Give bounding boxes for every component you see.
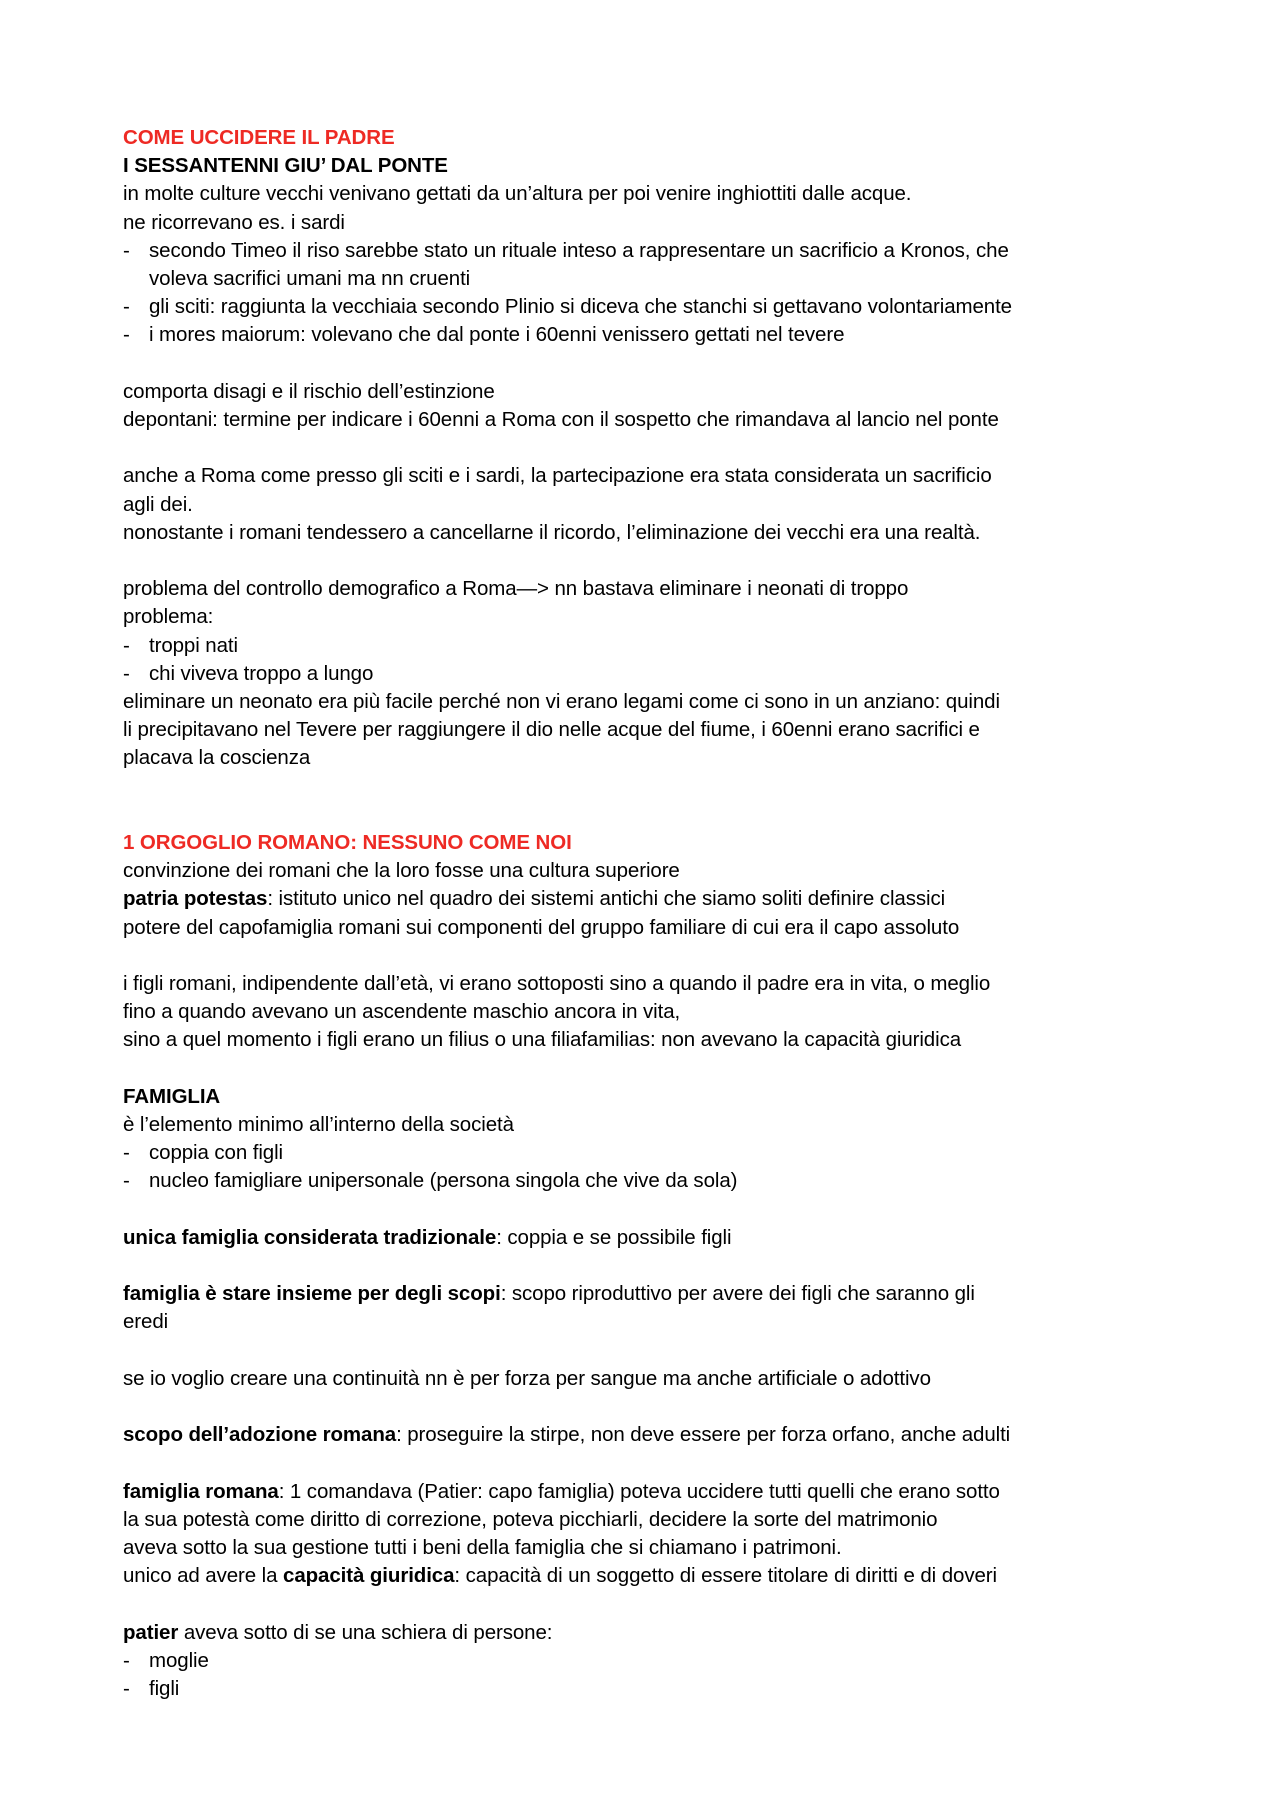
list-item — [123, 1167, 1180, 1195]
paragraph: la sua potestà come diritto di correzione, poteva picchiarli, decidere la sorte del matrimonio — [123, 1507, 938, 1531]
paragraph: eliminare un neonato era più facile perché non vi erano legami come ci sono in un anziano: quindi — [123, 690, 1000, 714]
section-title: COME UCCIDERE IL PADRE — [123, 126, 395, 149]
paragraph-text: : proseguire la stirpe, non deve essere per forza orfano, anche adulti — [396, 1423, 1011, 1447]
paragraph — [123, 1280, 1180, 1308]
paragraph: problema del controllo demografico a Roma—> nn bastava eliminare i neonati di troppo — [123, 577, 909, 601]
dash-bullet: - — [123, 633, 130, 657]
paragraph: potere del capofamiglia romani sui componenti del gruppo familiare di cui era il capo assoluto — [123, 915, 960, 939]
dash-bullet: - — [123, 1169, 130, 1193]
paragraph: problema: — [123, 605, 214, 629]
paragraph-text: : istituto unico nel quadro dei sistemi antichi che siamo soliti definire classici — [267, 887, 946, 911]
list-item-text: figli — [149, 1676, 180, 1700]
paragraph: in molte culture vecchi venivano gettati da un’altura per poi venire inghiottiti dalle acque. — [123, 182, 912, 206]
dash-bullet: - — [123, 238, 130, 262]
section-title: FAMIGLIA — [123, 1084, 221, 1108]
bold-term: famiglia romana — [123, 1479, 279, 1503]
list-item — [123, 632, 1180, 660]
bold-term: unica famiglia considerata tradizionale — [123, 1225, 497, 1249]
dash-bullet: - — [123, 323, 130, 347]
paragraph-text: : capacità di un soggetto di essere titolare di diritti e di doveri — [454, 1564, 997, 1588]
paragraph — [123, 1421, 1180, 1449]
paragraph: anche a Roma come presso gli sciti e i sardi, la partecipazione era stata considerata un sacrificio — [123, 464, 992, 488]
paragraph — [123, 1619, 1180, 1647]
paragraph: se io voglio creare una continuità nn è per forza per sangue ma anche artificiale o adottivo — [123, 1366, 931, 1390]
paragraph — [123, 1478, 1180, 1506]
list-item-text: troppi nati — [149, 633, 238, 657]
paragraph: agli dei. — [123, 492, 193, 516]
paragraph: è l’elemento minimo all’interno della società — [123, 1113, 514, 1136]
list-item-text: nucleo famigliare unipersonale (persona singola che vive da sola) — [149, 1169, 738, 1193]
section-title: 1 ORGOGLIO ROMANO: NESSUNO COME NOI — [123, 831, 572, 854]
dash-bullet: - — [123, 1676, 130, 1700]
paragraph: aveva sotto la sua gestione tutti i beni della famiglia che si chiamano i patrimoni. — [123, 1535, 842, 1559]
paragraph: i figli romani, indipendente dall’età, vi erano sottoposti sino a quando il padre era in vita, o meglio — [123, 972, 991, 995]
paragraph: sino a quel momento i figli erano un filius o una filiafamilias: non avevano la capacità giuridica — [123, 1028, 962, 1052]
paragraph — [123, 1224, 1180, 1252]
list-item — [123, 237, 1180, 265]
bold-term: capacità giuridica — [283, 1564, 455, 1588]
paragraph: nonostante i romani tendessero a cancellarne il ricordo, l’eliminazione dei vecchi era una realtà. — [123, 520, 981, 544]
list-item-continuation: voleva sacrifici umani ma nn cruenti — [149, 267, 471, 291]
paragraph: li precipitavano nel Tevere per raggiungere il dio nelle acque del fiume, i 60enni erano sacrifici e — [123, 718, 980, 742]
paragraph-text: unico ad avere la — [123, 1564, 284, 1588]
dash-bullet: - — [123, 661, 130, 685]
bold-term: scopo dell’adozione romana — [123, 1423, 397, 1447]
list-item — [123, 293, 1180, 321]
list-item-text: moglie — [149, 1648, 209, 1672]
paragraph: ne ricorrevano es. i sardi — [123, 210, 345, 234]
paragraph-text: : 1 comandava (Patier: capo famiglia) poteva uccidere tutti quelli che erano sotto — [278, 1479, 1000, 1503]
paragraph — [123, 885, 1180, 913]
list-item-text: i mores maiorum: volevano che dal ponte i 60enni venissero gettati nel tevere — [149, 323, 845, 347]
paragraph: depontani: termine per indicare i 60enni a Roma con il sospetto che rimandava al lancio nel ponte — [123, 408, 999, 432]
section-subtitle: I SESSANTENNI GIU’ DAL PONTE — [123, 154, 448, 178]
list-item — [123, 1647, 1180, 1675]
paragraph — [123, 1562, 1180, 1590]
paragraph: fino a quando avevano un ascendente maschio ancora in vita, — [123, 1000, 681, 1024]
paragraph: eredi — [123, 1310, 169, 1334]
list-item-text: chi viveva troppo a lungo — [149, 661, 374, 685]
list-item-text: coppia con figli — [149, 1141, 284, 1165]
dash-bullet: - — [123, 295, 130, 319]
bold-term: patier — [123, 1620, 179, 1644]
list-item — [123, 321, 1180, 349]
list-item — [123, 660, 1180, 688]
paragraph-text: : coppia e se possibile figli — [496, 1225, 732, 1249]
list-item — [123, 1675, 1180, 1703]
bold-term: patria potestas — [123, 887, 268, 911]
paragraph: placava la coscienza — [123, 746, 311, 770]
paragraph-text: aveva sotto di se una schiera di persone: — [178, 1620, 553, 1644]
list-item-text: secondo Timeo il riso sarebbe stato un rituale inteso a rappresentare un sacrificio a Kronos, che — [149, 238, 1009, 262]
paragraph-text: : scopo riproduttivo per avere dei figli che saranno gli — [500, 1282, 975, 1306]
paragraph: comporta disagi e il rischio dell’estinzione — [123, 379, 495, 403]
paragraph: convinzione dei romani che la loro fosse una cultura superiore — [123, 859, 680, 883]
list-item — [123, 1139, 1180, 1167]
dash-bullet: - — [123, 1648, 130, 1672]
dash-bullet: - — [123, 1141, 130, 1165]
list-item-text: gli sciti: raggiunta la vecchiaia secondo Plinio si diceva che stanchi si gettavano volontariamente — [149, 295, 1012, 319]
bold-term: famiglia è stare insieme per degli scopi — [123, 1282, 501, 1306]
